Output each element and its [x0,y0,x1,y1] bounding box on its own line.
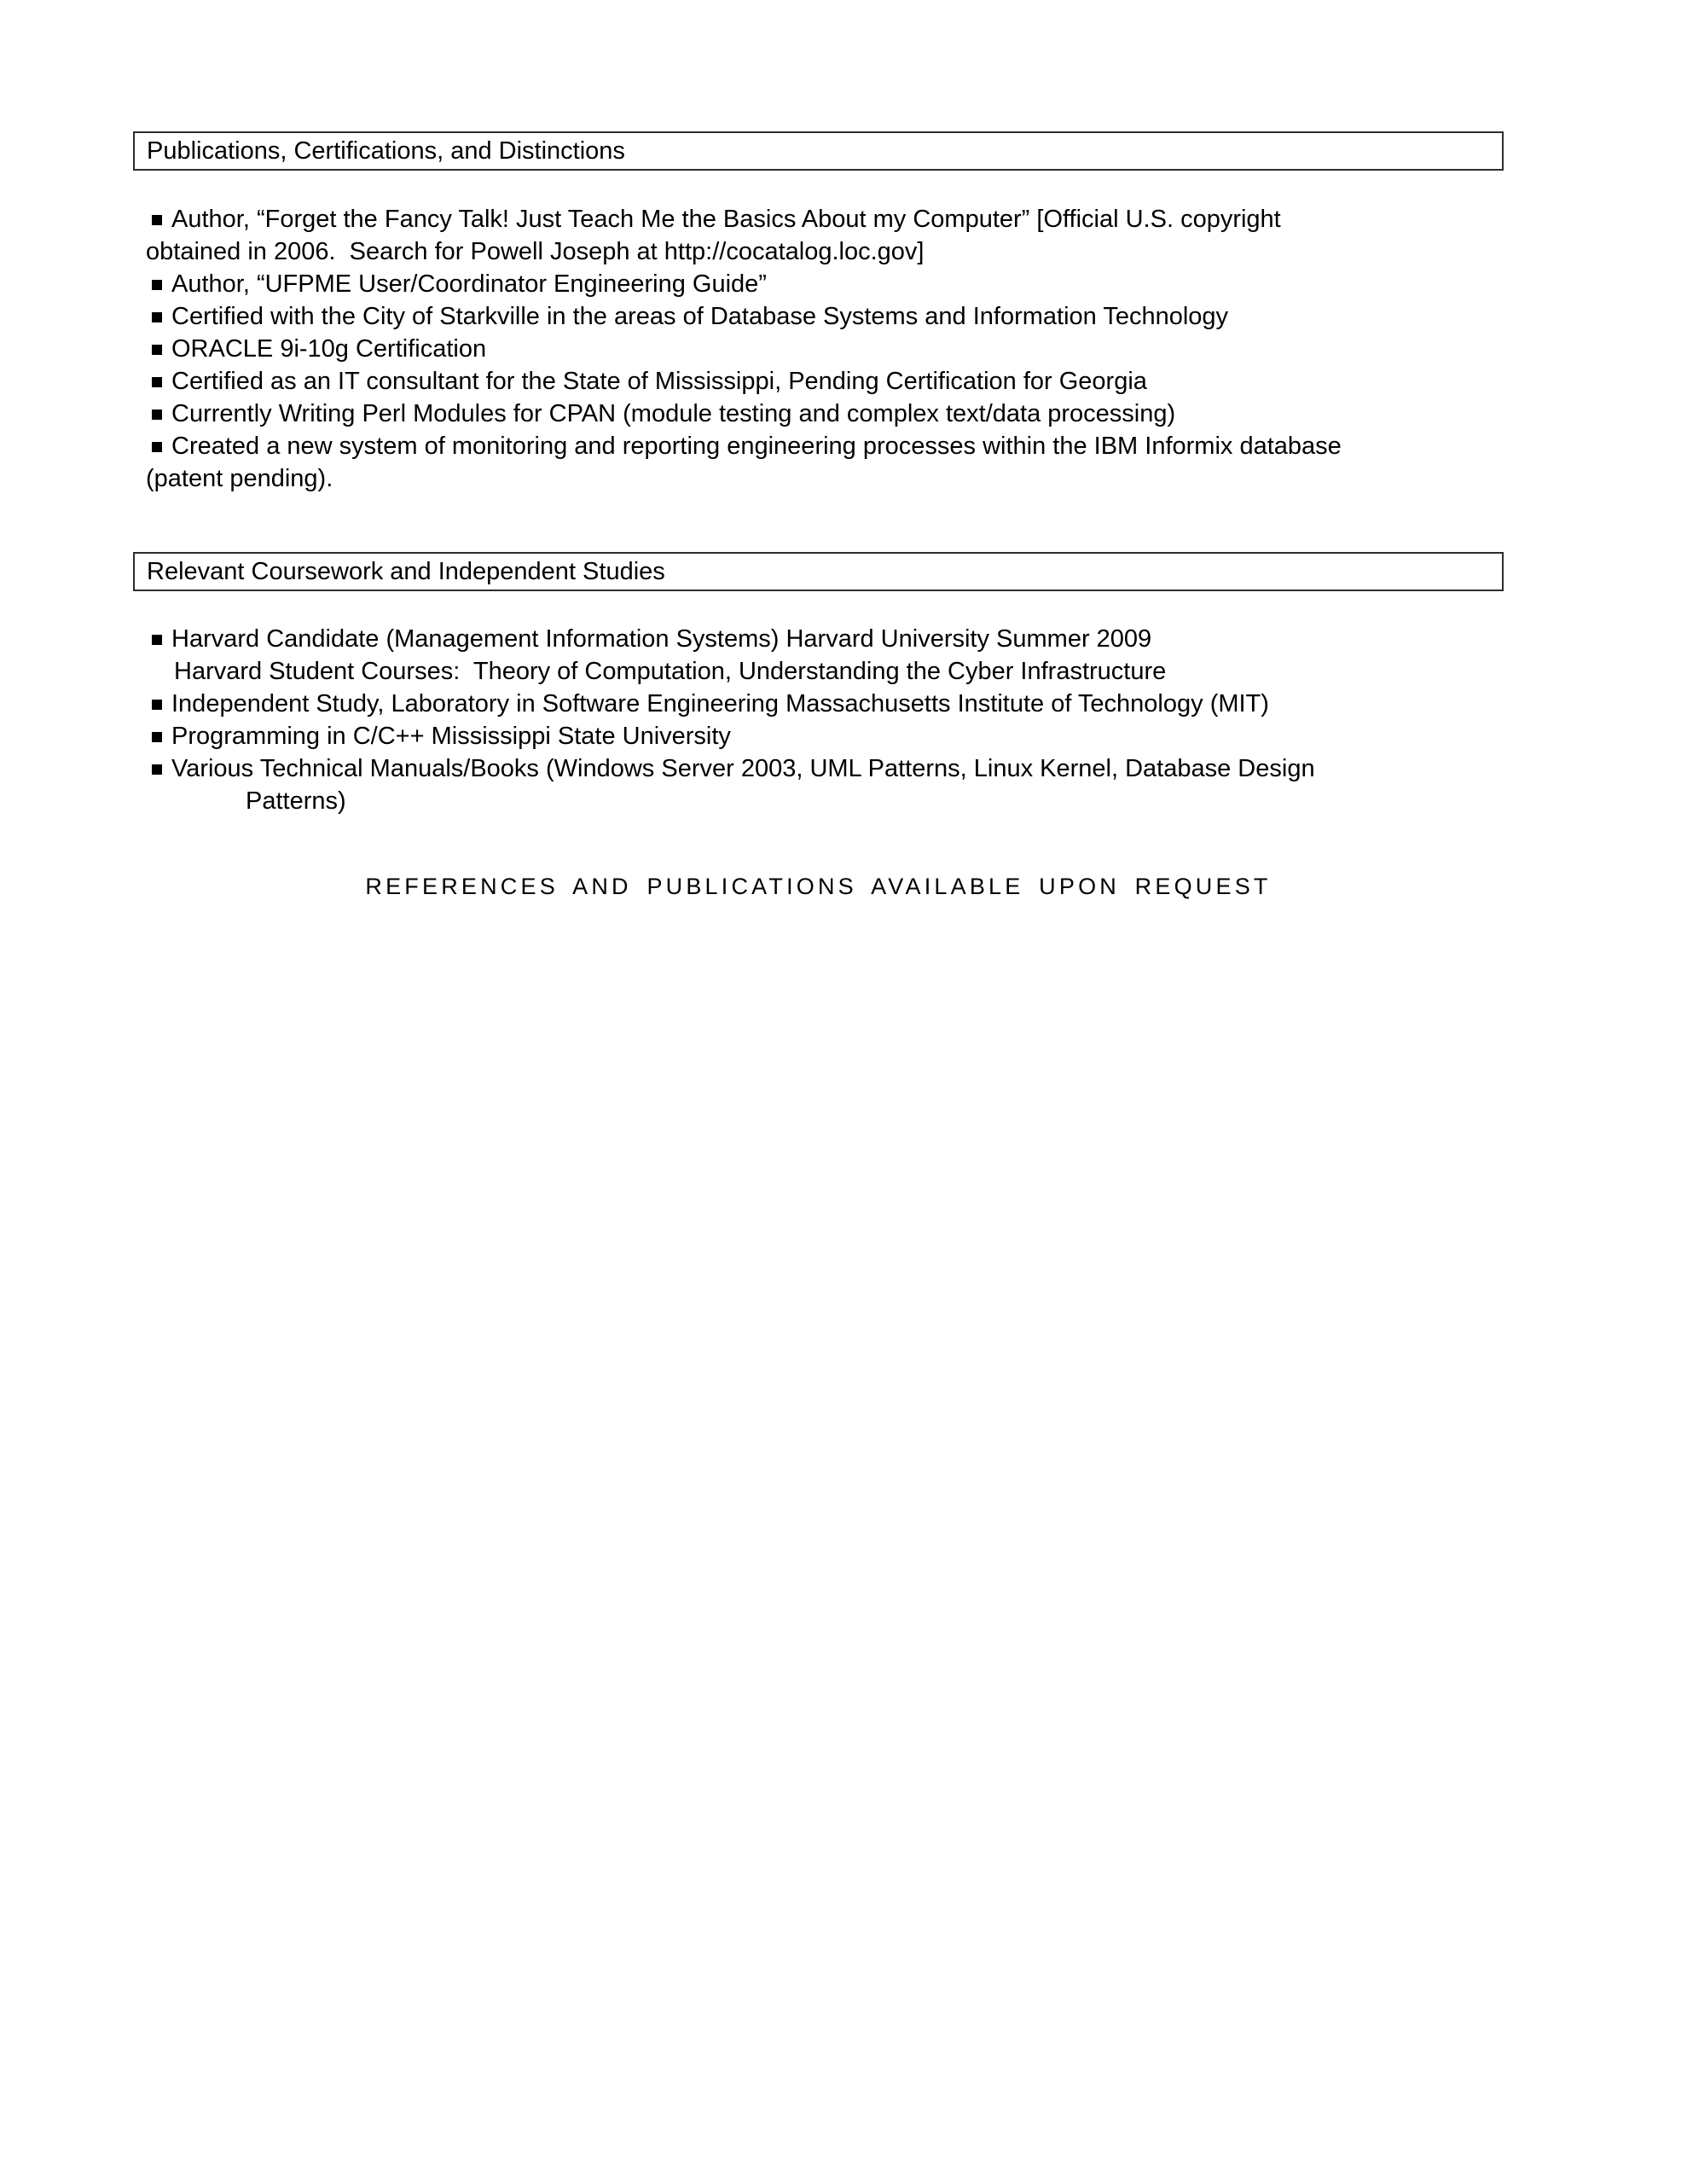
bullet-square-icon [152,700,162,710]
bullet-square-icon [152,377,162,387]
item-line [146,398,1504,430]
references-footer-note: REFERENCES AND PUBLICATIONS AVAILABLE UPON REQUEST [365,874,1272,899]
item-line [146,785,1504,817]
item-text: Programming in C/C++ Mississippi State University [171,723,731,750]
bullet-square-icon [152,410,162,420]
bullet-square-icon [152,764,162,775]
item-line [146,720,1504,752]
item-line [146,333,1504,365]
bullet-square-icon [152,732,162,742]
item-line [146,462,1504,495]
item-text: Created a new system of monitoring and reporting engineering processes within the IBM Informix database [171,433,1342,460]
list-item [146,268,1504,300]
list-item [146,623,1504,688]
item-text: ORACLE 9i-10g Certification [171,335,487,363]
item-text: obtained in 2006. Search for Powell Joseph at http://cocatalog.loc.gov] [146,238,925,265]
list-item [146,720,1504,752]
section-header-coursework [133,552,1504,591]
bullet-square-icon [152,280,162,290]
section-header-publications [133,131,1504,171]
item-text: Certified as an IT consultant for the State of Mississippi, Pending Certification for Georgia [171,368,1147,395]
list-item [146,203,1504,268]
item-line [146,268,1504,300]
item-text: Author, “UFPME User/Coordinator Engineering Guide” [171,270,767,298]
list-item [146,430,1504,495]
item-line [146,688,1504,720]
section-title: Relevant Coursework and Independent Studies [147,557,665,585]
item-line [146,430,1504,462]
list-item [146,365,1504,398]
coursework-bullet-list [146,623,1504,817]
list-item [146,688,1504,720]
item-text: Currently Writing Perl Modules for CPAN (module testing and complex text/data processing) [171,400,1176,427]
content-column [133,0,1504,900]
bullet-square-icon [152,635,162,645]
item-line [146,655,1504,688]
item-line [146,235,1504,268]
item-line [146,203,1504,235]
item-text: Harvard Student Courses: Theory of Computation, Understanding the Cyber Infrastructure [174,658,1167,685]
bullet-square-icon [152,442,162,452]
item-line [146,365,1504,398]
list-item [146,333,1504,365]
list-item [146,300,1504,333]
item-text: Author, “Forget the Fancy Talk! Just Teach Me the Basics About my Computer” [Official U.S. copyright [171,206,1281,233]
item-line [146,300,1504,333]
item-text: (patent pending). [146,465,333,492]
item-text: Certified with the City of Starkville in the areas of Database Systems and Information Technology [171,303,1229,330]
bullet-square-icon [152,215,162,225]
item-text: Independent Study, Laboratory in Software Engineering Massachusetts Institute of Technology (MIT) [171,690,1269,717]
item-line [146,623,1504,655]
item-text: Patterns) [246,787,346,815]
section-title: Publications, Certifications, and Distinctions [147,136,625,165]
bullet-square-icon [152,312,162,322]
item-text: Harvard Candidate (Management Information Systems) Harvard University Summer 2009 [171,625,1152,653]
publications-bullet-list [146,203,1504,495]
bullet-square-icon [152,345,162,355]
list-item [146,752,1504,817]
item-line [146,752,1504,785]
list-item [146,398,1504,430]
item-text: Various Technical Manuals/Books (Windows Server 2003, UML Patterns, Linux Kernel, Database Design [171,755,1315,782]
